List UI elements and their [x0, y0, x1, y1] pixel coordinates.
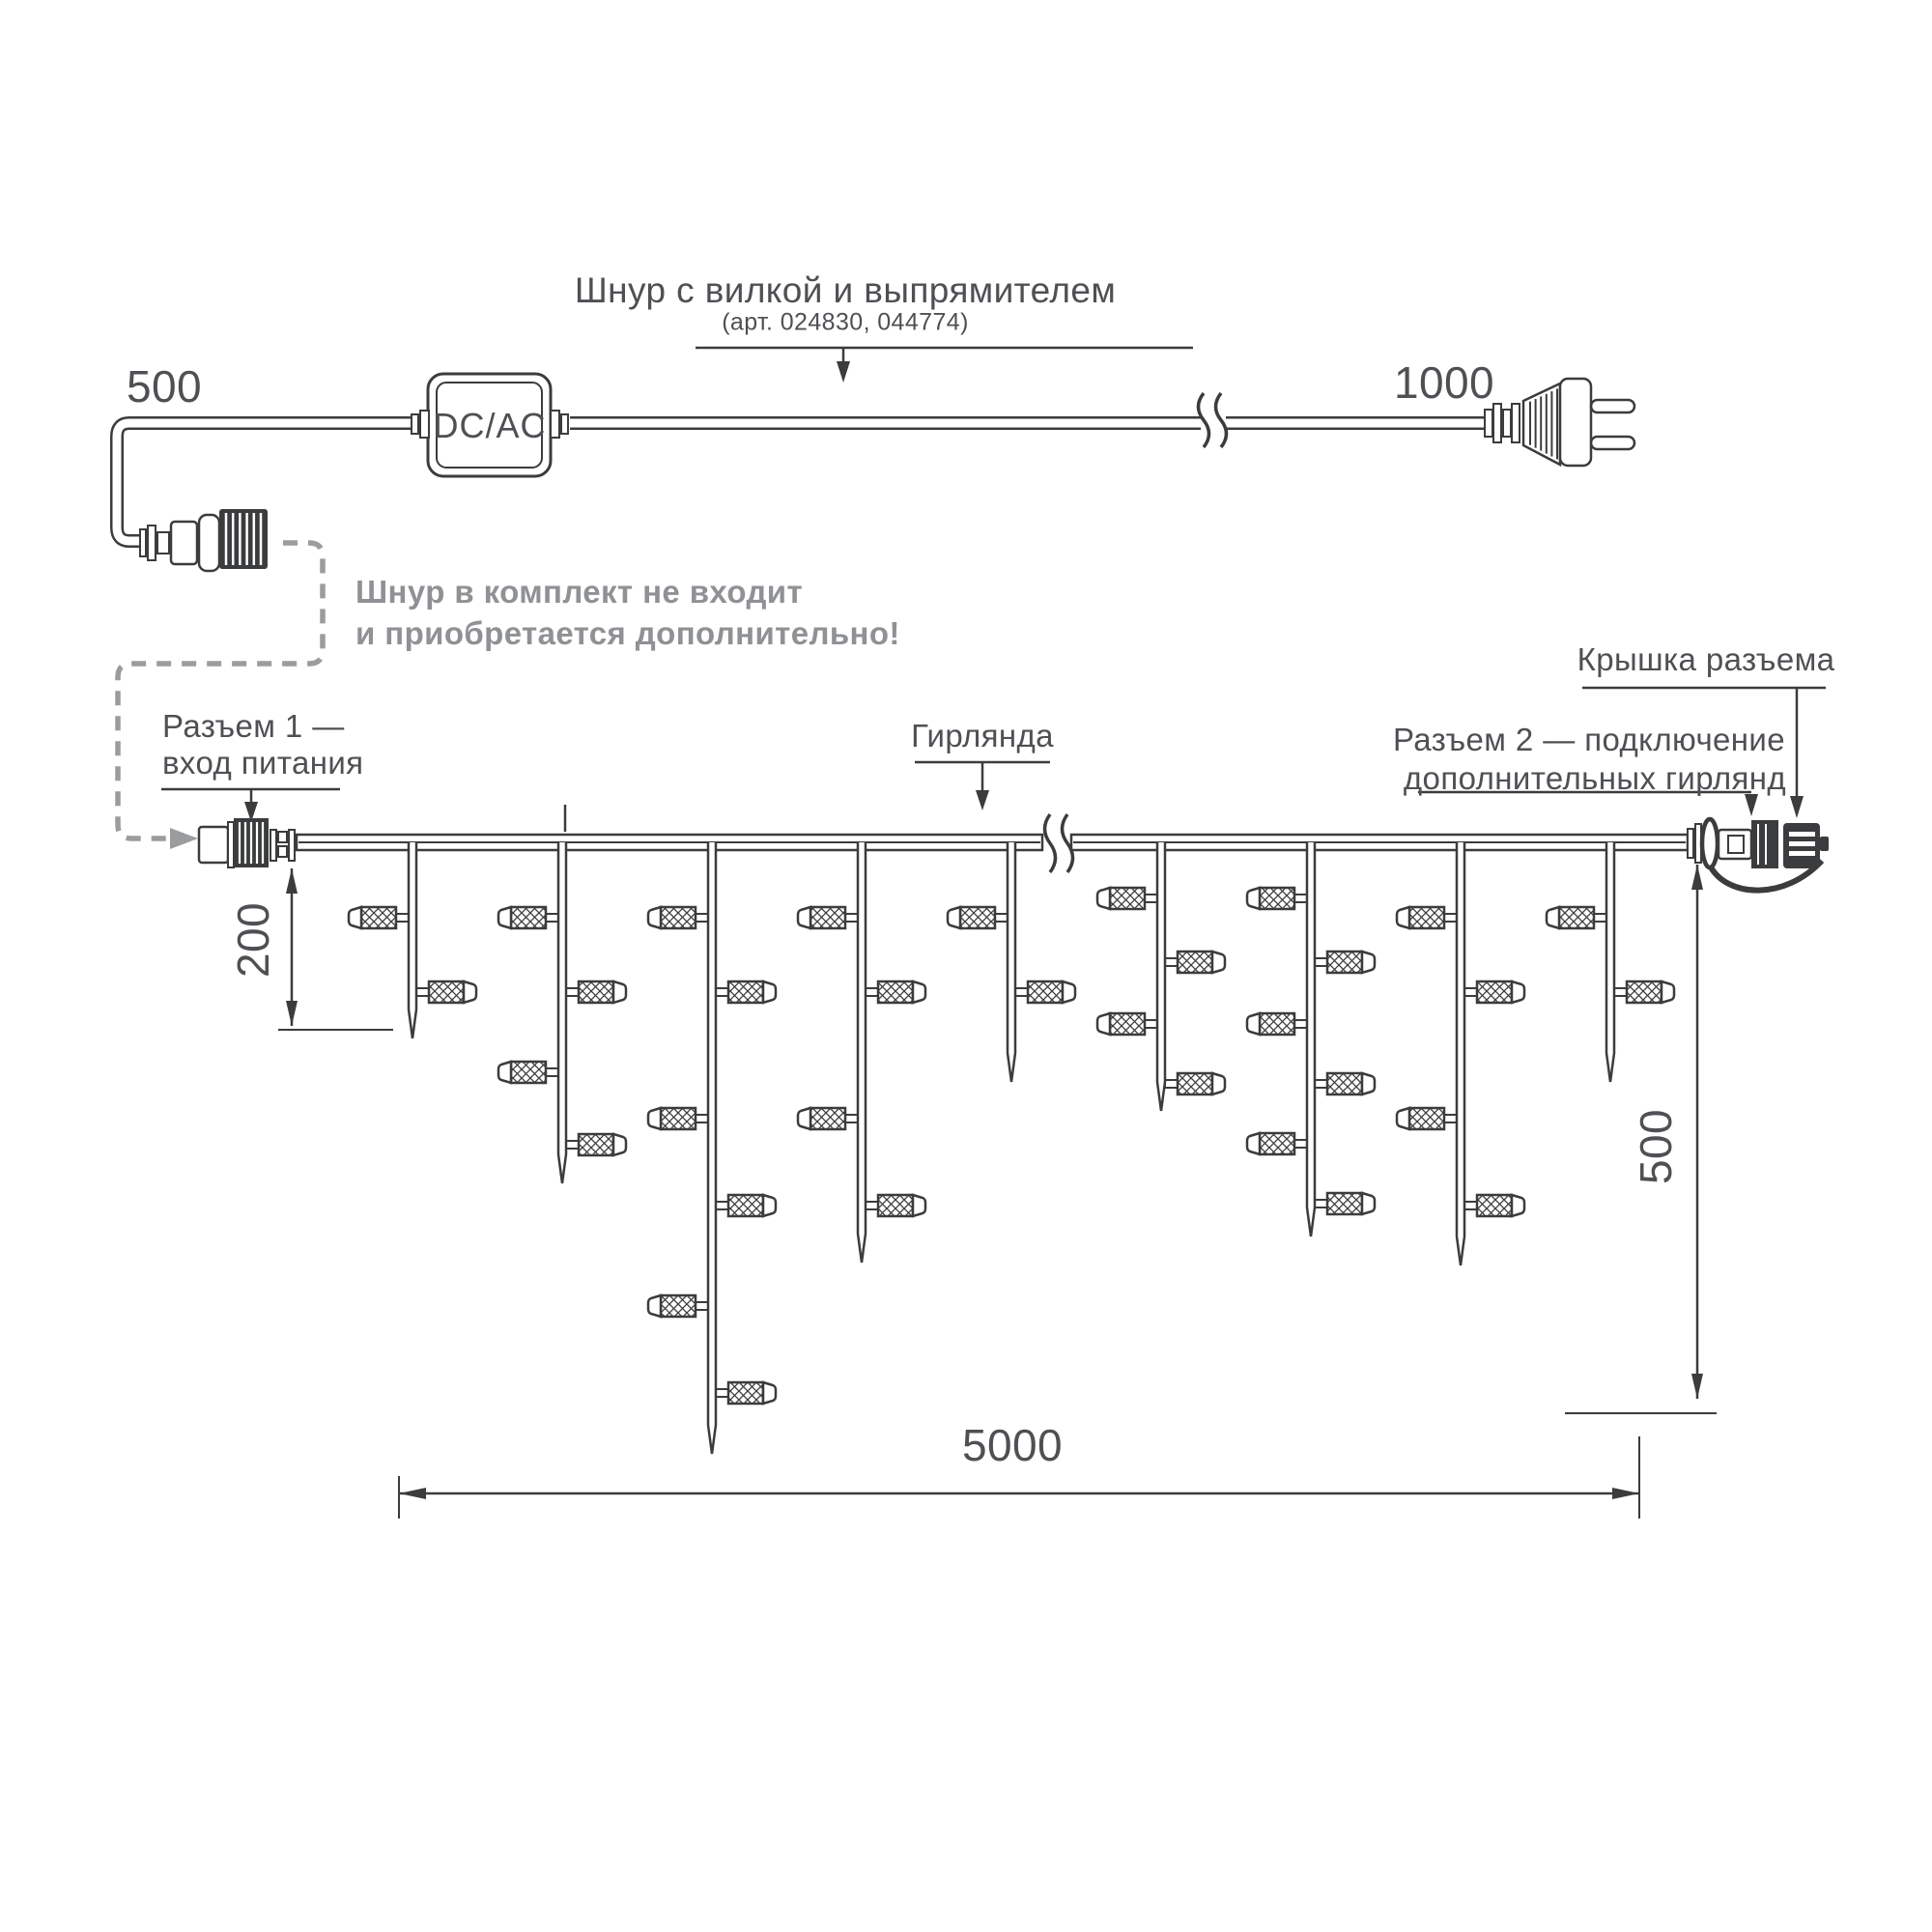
note-line1: Шнур в комплект не входит	[355, 574, 804, 610]
dim-total-5000: 5000	[962, 1420, 1063, 1470]
connector1-label-line2: вход питания	[162, 745, 364, 781]
cord-length-left: 500	[127, 361, 202, 412]
cord-title: Шнур с вилкой и выпрямителем	[574, 270, 1117, 310]
connector2-label-line2: дополнительных гирлянд	[1403, 760, 1787, 796]
note-line2: и приобретается дополнительно!	[355, 615, 900, 651]
cap-label: Крышка разъема	[1577, 641, 1835, 677]
cord-subtitle: (арт. 024830, 044774)	[722, 308, 969, 336]
dim-first-drop-200: 200	[228, 902, 278, 978]
dim-max-drop-500: 500	[1631, 1109, 1681, 1184]
connector2-label-line1: Разъем 2 — подключение	[1392, 722, 1786, 757]
garland-label: Гирлянда	[911, 718, 1054, 753]
cord-length-right: 1000	[1394, 357, 1494, 408]
dcac-converter-label: DC/AC	[433, 406, 547, 445]
connector1-label-line1: Разъем 1 —	[162, 708, 345, 744]
